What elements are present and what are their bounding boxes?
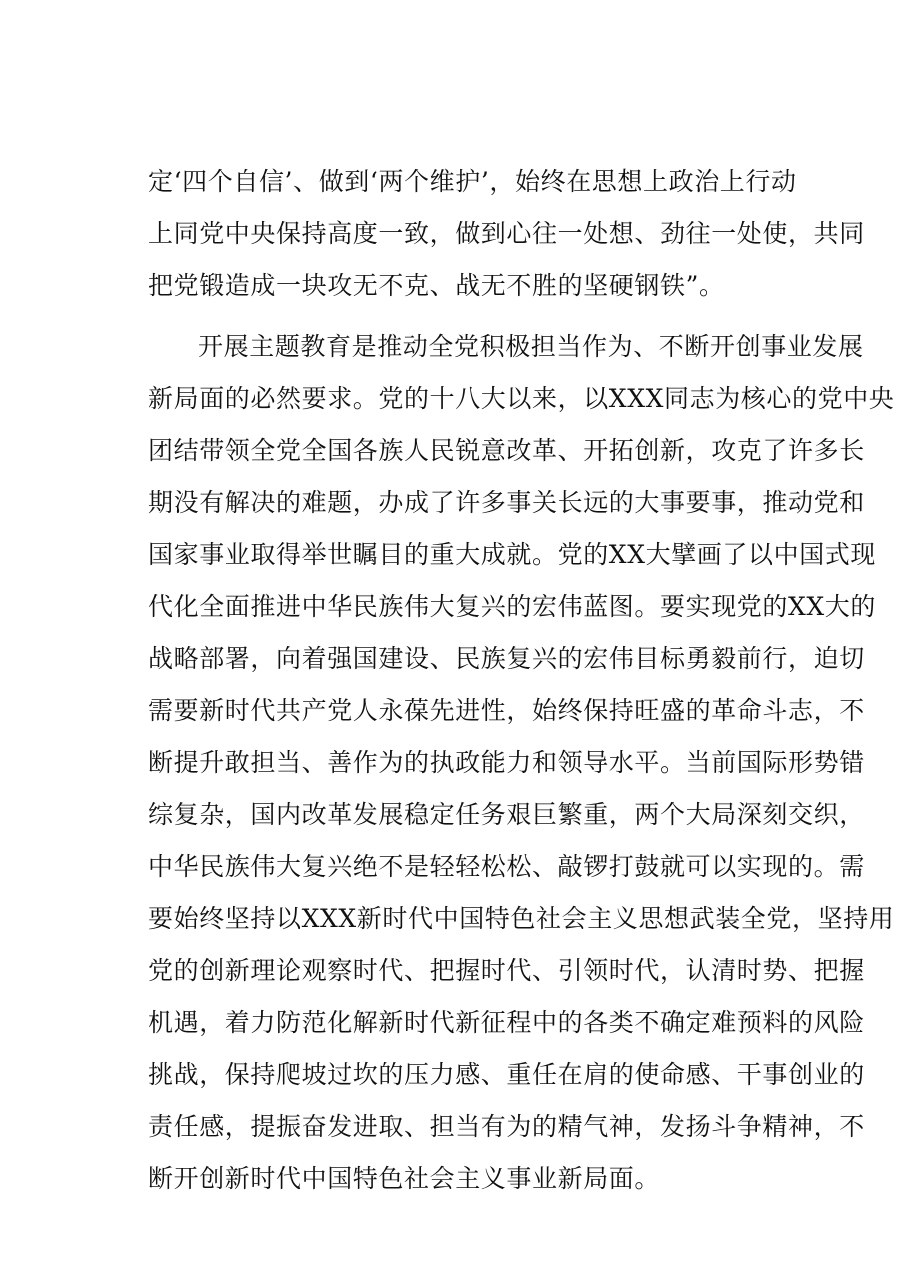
paragraph-2-line: 断开创新时代中国特色社会主义事业新局面。 xyxy=(148,1164,661,1193)
paragraph-1-line: 定‘四个自信’、做到‘两个维护’，始终在思想上政治上行动 xyxy=(148,167,797,196)
paragraph-2-line: 战略部署，向着强国建设、民族复兴的宏伟目标勇毅前行，迫切 xyxy=(148,644,865,673)
paragraph-2-line: 新局面的必然要求。党的十八大以来，以XXX同志为核心的党中央 xyxy=(148,384,895,413)
paragraph-2-line: 代化全面推进中华民族伟大复兴的宏伟蓝图。要实现党的XX大的 xyxy=(148,592,876,621)
paragraph-2-line: 开展主题教育是推动全党积极担当作为、不断开创事业发展 xyxy=(198,332,864,361)
paragraph-1-line: 上同党中央保持高度一致，做到心往一处想、劲往一处使，共同 xyxy=(148,219,865,248)
paragraph-2-line: 综复杂，国内改革发展稳定任务艰巨繁重，两个大局深刻交织， xyxy=(148,800,865,829)
paragraph-2-line: 要始终坚持以XXX新时代中国特色社会主义思想武装全党，坚持用 xyxy=(148,904,895,933)
paragraph-2-line: 党的创新理论观察时代、把握时代、引领时代，认清时势、把握 xyxy=(148,956,865,985)
paragraph-2-line: 国家事业取得举世瞩目的重大成就。党的XX大擘画了以中国式现 xyxy=(148,540,876,569)
paragraph-1-line: 把党锻造成一块攻无不克、战无不胜的坚硬钢铁”。 xyxy=(148,271,725,300)
paragraph-2-line: 期没有解决的难题，办成了许多事关长远的大事要事，推动党和 xyxy=(148,488,865,517)
paragraph-2-line: 中华民族伟大复兴绝不是轻轻松松、敲锣打鼓就可以实现的。需 xyxy=(148,852,865,881)
paragraph-2-line: 机遇，着力防范化解新时代新征程中的各类不确定难预料的风险 xyxy=(148,1008,865,1037)
paragraph-2-line: 断提升敢担当、善作为的执政能力和领导水平。当前国际形势错 xyxy=(148,748,865,777)
paragraph-2-line: 责任感，提振奋发进取、担当有为的精气神，发扬斗争精神，不 xyxy=(148,1112,865,1141)
paragraph-2-line: 挑战，保持爬坡过坎的压力感、重任在肩的使命感、干事创业的 xyxy=(148,1060,865,1089)
paragraph-2-line: 团结带领全党全国各族人民锐意改革、开拓创新，攻克了许多长 xyxy=(148,436,865,465)
paragraph-2-line: 需要新时代共产党人永葆先进性，始终保持旺盛的革命斗志，不 xyxy=(148,696,865,725)
